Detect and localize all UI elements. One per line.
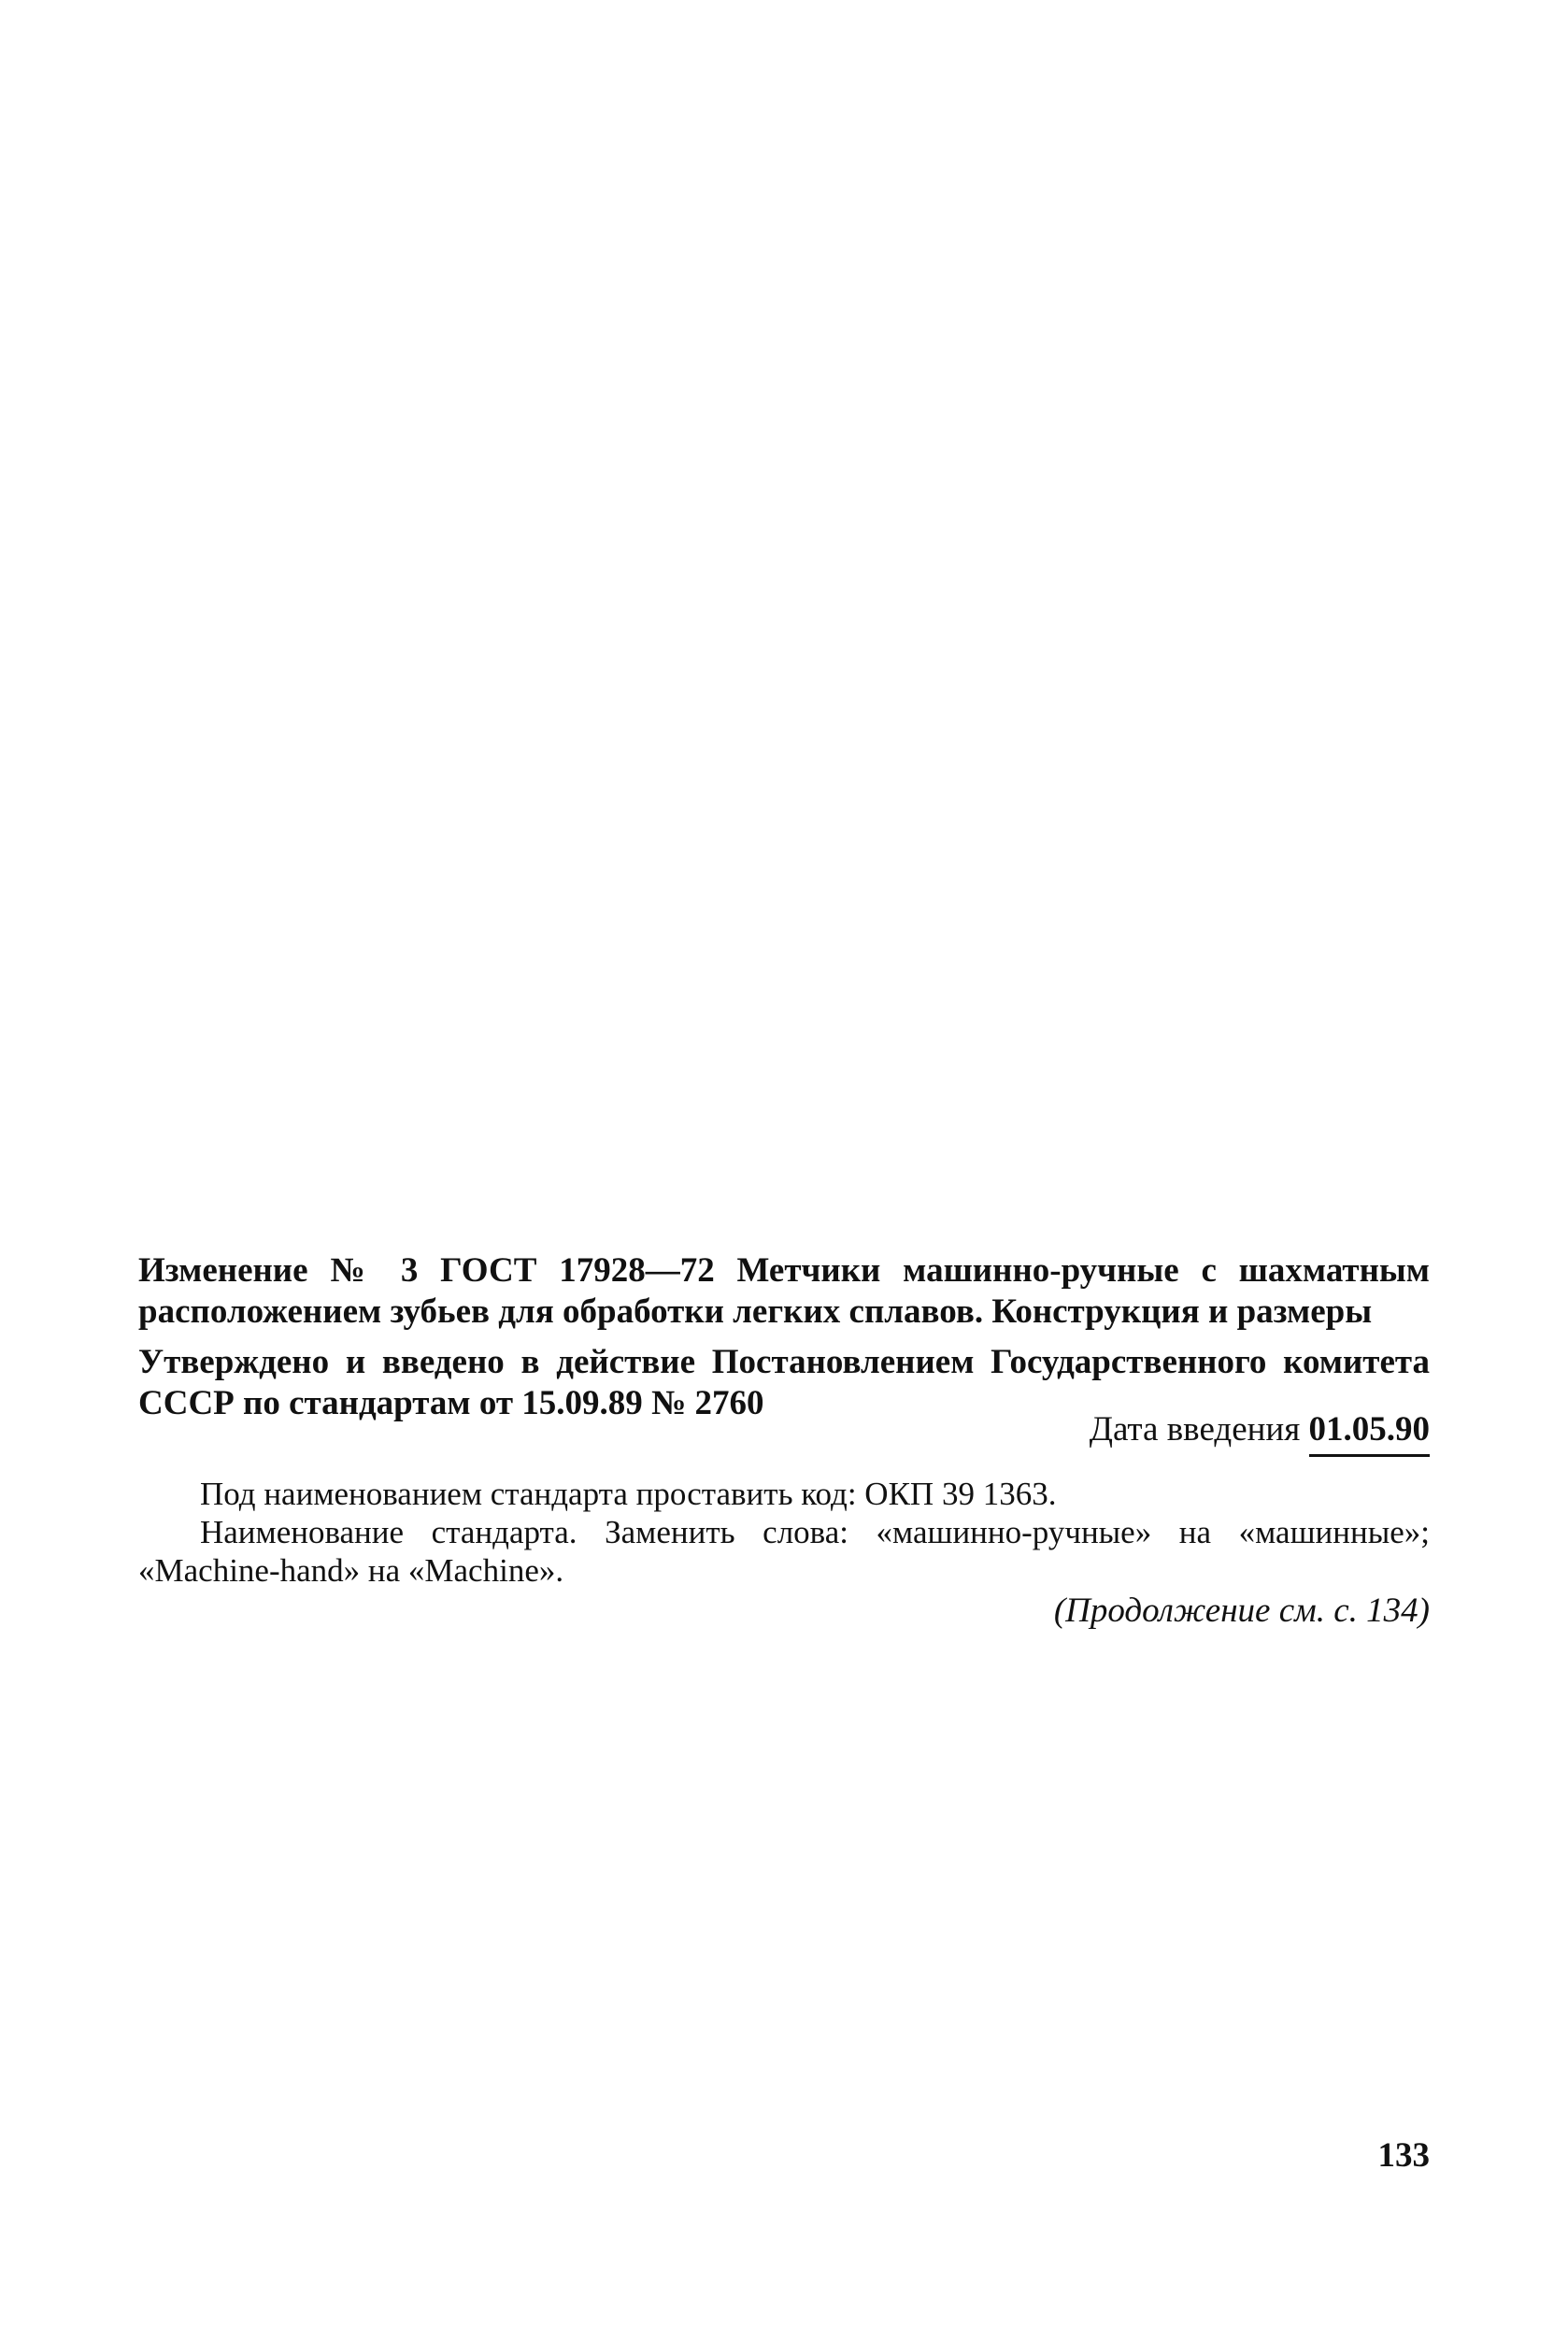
amendment-body bbox=[138, 1475, 1430, 1590]
effective-date-value: 01.05.90 bbox=[1309, 1410, 1431, 1457]
amendment-title: Изменение № 3 ГОСТ 17928—72 Метчики машинно-ручные с шахматным расположением зубьев для обработки легких сплавов. Конструкция и размеры bbox=[138, 1251, 1430, 1331]
paragraph-okp-code: Под наименованием стандарта проставить код: ОКП 39 1363. bbox=[200, 1476, 1057, 1512]
effective-date-label: Дата введения bbox=[1089, 1410, 1301, 1449]
continuation-note: (Продолжение см. с. 134) bbox=[1053, 1592, 1430, 1630]
approval-statement: Утверждено и введено в действие Постановлением Государственного комитета СССР по стандартам от 15.09.89 № 2760 bbox=[138, 1343, 1430, 1422]
effective-date-line bbox=[1090, 1409, 1430, 1450]
paragraph-name-change: Наименование стандарта. Заменить слова: «машинно-ручные» на «машинные»; «Machine-hand» на «Machine». bbox=[138, 1514, 1430, 1589]
page-number: 133 bbox=[1377, 2136, 1430, 2175]
